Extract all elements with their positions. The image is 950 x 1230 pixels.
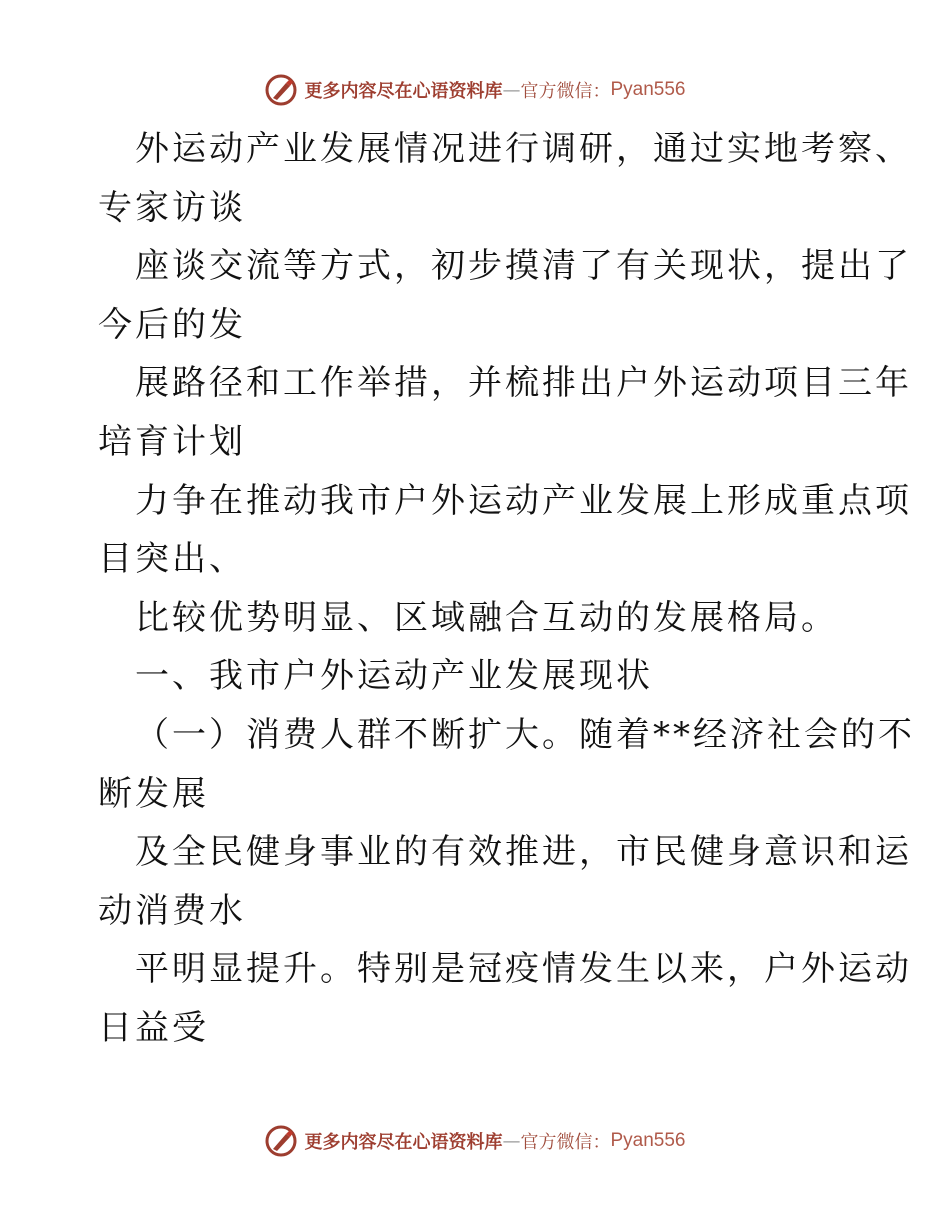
watermark-main-text: 更多内容尽在心语资料库: [304, 1132, 503, 1153]
watermark-sub-text: 官方微信：: [520, 1132, 611, 1153]
body-line: （一）消费人群不断扩大。随着**经济社会的不: [135, 714, 915, 755]
watermark-main-text: 更多内容尽在心语资料库: [304, 81, 503, 102]
pen-logo-icon: [264, 1124, 298, 1158]
body-line: 培育计划: [98, 421, 246, 462]
body-line: 断发展: [98, 773, 209, 814]
watermark-wechat-id: Pyan556: [610, 1130, 686, 1151]
body-line: 展路径和工作举措，并梳排出户外运动项目三年: [135, 363, 912, 404]
body-line: 今后的发: [98, 304, 246, 345]
body-line: 及全民健身事业的有效推进，市民健身意识和运: [135, 832, 912, 873]
pen-logo-icon: [264, 73, 298, 107]
body-line: 平明显提升。特别是冠疫情发生以来，户外运动: [135, 949, 912, 990]
header-watermark: [0, 70, 950, 110]
body-line: 力争在推动我市户外运动产业发展上形成重点项: [135, 480, 912, 521]
body-line: 目突出、: [98, 539, 246, 580]
watermark-sub-text: 官方微信：: [520, 81, 611, 102]
body-line: 外运动产业发展情况进行调研，通过实地考察、: [135, 129, 912, 169]
body-line: 专家访谈: [98, 187, 246, 228]
body-line: 动消费水: [98, 890, 246, 931]
body-line: 比较优势明显、区域融合互动的发展格局。: [135, 597, 838, 638]
body-line: 日益受: [98, 1007, 209, 1048]
document-body: [98, 120, 915, 1058]
watermark-dash: —: [502, 1130, 521, 1152]
watermark-wechat-id: Pyan556: [610, 79, 686, 100]
body-line: 座谈交流等方式，初步摸清了有关现状，提出了: [135, 246, 912, 287]
section-heading: 一、我市户外运动产业发展现状: [135, 656, 653, 697]
watermark-dash: —: [502, 79, 521, 101]
footer-watermark: [0, 1121, 950, 1161]
